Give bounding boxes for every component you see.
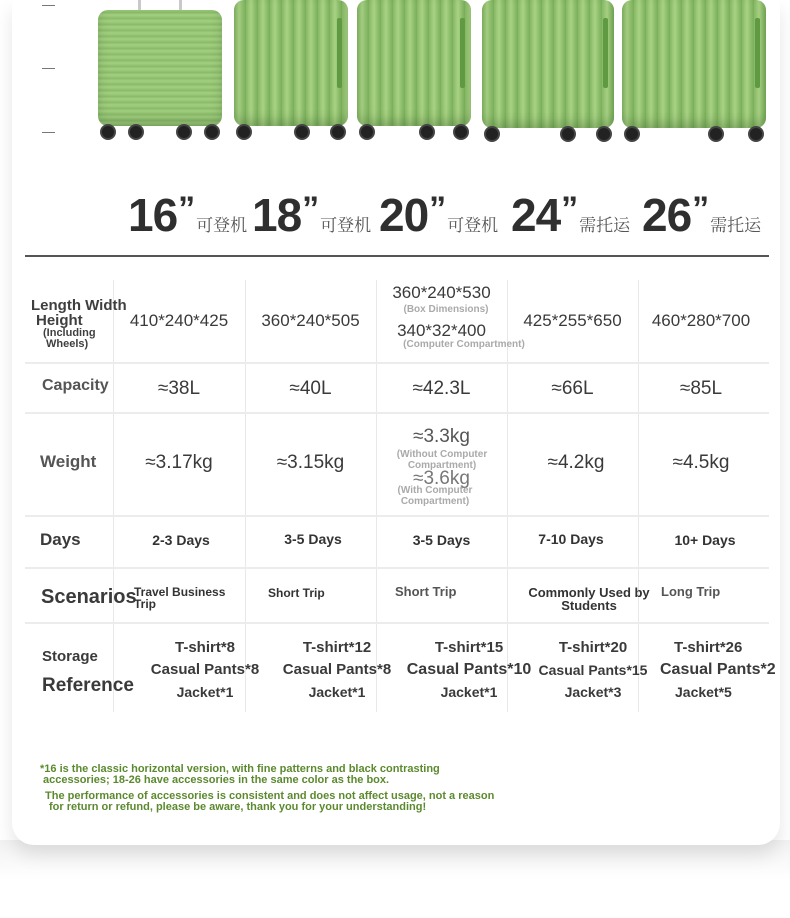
grid-line	[25, 515, 769, 517]
dimensions-20-computer-note: (Computer Compartment)	[403, 339, 525, 350]
card-shadow	[0, 840, 790, 880]
scenario-16: Travel Business Trip	[134, 585, 226, 611]
decorative-dash	[42, 132, 55, 133]
note-line-1: *16 is the classic horizontal version, with fine patterns and black contrasting	[40, 763, 440, 775]
capacity-24: ≈66L	[551, 378, 594, 399]
dimensions-18: 360*240*505	[261, 311, 360, 330]
note-line-2: accessories; 18-26 have accessories in the same color as the box.	[43, 774, 390, 786]
grid-line	[25, 362, 769, 364]
dimensions-16: 410*240*425	[129, 311, 229, 330]
dimensions-24: 425*255*650	[523, 311, 622, 330]
storage-20: T-shirt*15 Casual Pants*10 Jacket*1	[406, 639, 532, 700]
weight-20-without: ≈3.3kg	[413, 426, 470, 447]
weight-16: ≈3.17kg	[145, 452, 213, 473]
capacity-16: ≈38L	[157, 378, 201, 399]
dimensions-20-box-note: (Box Dimensions)	[403, 304, 489, 315]
header-divider	[25, 255, 769, 257]
size-24-label: 24 ” 需托运	[511, 189, 631, 241]
capacity-20: ≈42.3L	[412, 378, 471, 399]
grid-line	[25, 567, 769, 569]
dimensions-row-label: Length Width Height (Including Wheels)	[31, 297, 127, 350]
dimensions-20-box: 360*240*530	[392, 283, 491, 302]
days-18: 3-5 Days	[284, 531, 342, 547]
size-18-label: 18 ” 可登机	[252, 189, 372, 241]
dimensions-20-computer: 340*32*400	[397, 321, 486, 340]
size-26-label: 26 ” 需托运	[642, 189, 762, 241]
suitcase-20-image	[357, 0, 471, 140]
grid-line	[25, 412, 769, 414]
scenario-20: Short Trip	[395, 584, 457, 599]
suitcase-26-image	[622, 0, 766, 142]
weight-26: ≈4.5kg	[672, 452, 730, 473]
scenario-18: Short Trip	[268, 586, 325, 600]
storage-26: T-shirt*26 Casual Pants*2 Jacket*5	[660, 639, 776, 700]
note-line-4: for return or refund, please be aware, thank you for your understanding!	[49, 801, 427, 813]
days-row-label: Days	[40, 530, 81, 549]
days-26: 10+ Days	[674, 532, 736, 548]
capacity-row-label: Capacity	[42, 377, 109, 394]
scenario-24: Commonly Used by Students	[528, 585, 650, 613]
decorative-dash	[42, 5, 55, 6]
weight-20-with-note: (With Computer Compartment)	[397, 485, 473, 507]
grid-line	[25, 622, 769, 624]
weight-20-with: ≈3.6kg	[413, 468, 470, 489]
scenarios-row-label: Scenarios	[41, 586, 137, 608]
days-16: 2-3 Days	[152, 532, 210, 548]
weight-24: ≈4.2kg	[547, 452, 605, 473]
size-16-label: 16 ” 可登机	[128, 189, 248, 241]
dimensions-26: 460*280*700	[651, 311, 751, 330]
scenario-26: Long Trip	[661, 584, 721, 599]
suitcase-16-image	[98, 10, 222, 140]
weight-20-without-note: (Without Computer Compartment)	[396, 449, 488, 471]
storage-24: T-shirt*20 Casual Pants*15 Jacket*3	[538, 639, 648, 700]
size-20-label: 20 ” 可登机	[379, 189, 499, 241]
suitcase-18-image	[234, 0, 348, 140]
capacity-26: ≈85L	[679, 378, 723, 399]
days-24: 7-10 Days	[538, 531, 604, 547]
reference-row-label: Reference	[42, 675, 134, 696]
storage-row-label: Storage	[42, 648, 98, 665]
weight-row-label: Weight	[40, 452, 97, 471]
days-20: 3-5 Days	[412, 532, 471, 548]
capacity-18: ≈40L	[289, 378, 332, 399]
storage-18: T-shirt*12 Casual Pants*8 Jacket*1	[282, 639, 392, 700]
decorative-dash	[42, 68, 55, 69]
suitcase-24-image	[482, 0, 614, 142]
note-line-3: The performance of accessories is consistent and does not affect usage, not a reason	[45, 790, 495, 802]
weight-18: ≈3.15kg	[276, 452, 345, 473]
storage-16: T-shirt*8 Casual Pants*8 Jacket*1	[150, 639, 260, 700]
